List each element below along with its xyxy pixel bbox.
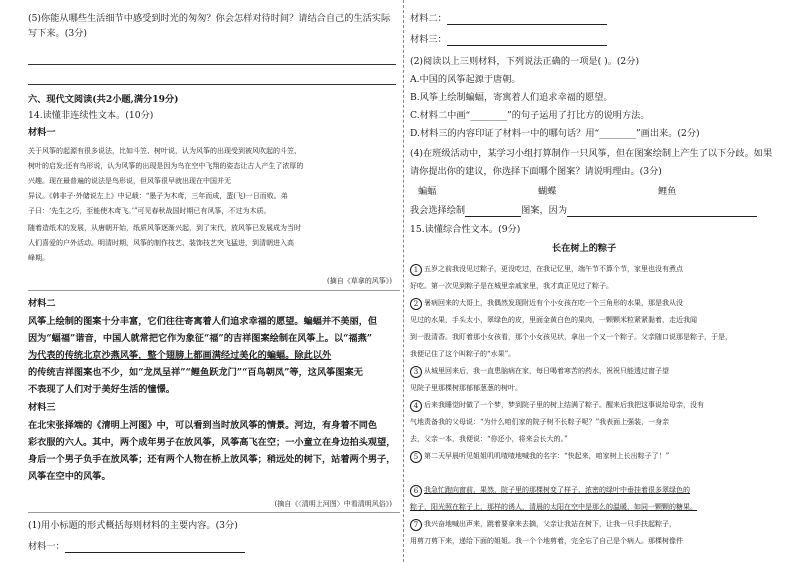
paragraph-number-5: 5	[410, 451, 422, 463]
answer-3-label-text: 材料三：	[410, 34, 447, 45]
paragraph-5-line: 第二天早晨听见姐姐叽叽喳喳地喊我的名字：“快起来，咱家树上长出粽子了！”	[424, 452, 670, 460]
question-5-line-2: 写下来。(3分)	[28, 28, 87, 39]
left-column	[28, 0, 400, 562]
question-14: 14.读懂非连续性文本。(10分)	[28, 110, 154, 121]
article-title: 长在树上的粽子	[552, 243, 617, 254]
answer-1-label-text: 材料一：	[28, 541, 65, 552]
paragraph-2-line: 我便记住了这个叫粽子的“水果”。	[410, 350, 516, 358]
material-3-line: 在北宋张择端的《清明上河图》中，可以看到当时放风筝的情景。河边，有身着不同色	[28, 420, 378, 431]
paragraph-3-line: 见院子里那棵树那郁郁葱葱的树叶。	[410, 384, 522, 392]
material-1-line: 子曰：‘先生之巧，至能使木鸢飞。’”可见春秋战国时期已有风筝，不过为木质。	[28, 207, 271, 215]
paragraph-3-line: 从城里回来后，我一直患脑病在家，每日喝着寒苦的药水，祝祝只能透过窗子望	[424, 367, 669, 375]
paragraph-4-line: 后来我睡觉时做了一个梦，梦到院子里的树上结满了粽子。醒来后我把这事说给母亲，没有	[424, 401, 704, 409]
material-1-title: 材料一	[28, 127, 56, 138]
column-divider	[403, 0, 404, 562]
choice-butterfly: 蝴蝶	[538, 186, 557, 197]
choice-line-prefix: 我会选择绘制	[410, 205, 466, 216]
right-column	[410, 0, 780, 562]
choice-answer-line	[410, 205, 757, 217]
material-3-title: 材料三	[28, 402, 56, 413]
answer-2-blank[interactable]	[447, 14, 607, 25]
material-2-line-underlined: 为代表的传统北京沙燕风筝，整个翅膀上都画满经过美化的蝙蝠。除此以外	[28, 350, 332, 361]
paragraph-number-4: 4	[410, 400, 422, 412]
question-4-line-1: (4)在班级活动中，某学习小组打算制作一只风筝，但在图案绘制上产生了以下分歧。如果	[410, 148, 773, 159]
paragraph-4-line: 气地责备我的父母说：“为什么咱们家的院子树不长粽子呢？”我表面上强装，一身亲	[410, 418, 670, 426]
question-2: (2)阅读以上三则材料，下列说法正确的一项是( )。(2分)	[410, 56, 640, 67]
answer-3-label	[410, 34, 607, 46]
paragraph-number-7: 7	[410, 519, 422, 531]
material-1-line: 兴趣。现在最普遍的说法是鸟形说，但风筝很早就出现在中国并无	[28, 177, 231, 185]
section-six-title: 六、现代文阅读(共2小题,满分19分)	[28, 94, 179, 105]
material-3-source: (摘自《〈清明上河图〉中看清明风俗》)	[274, 500, 392, 508]
question-15: 15.读懂综合性文本。(9分)	[410, 224, 521, 235]
question-5-line-1: (5)你能从哪些生活细节中感受到时光的匆匆？你会怎样对待时间？请结合自己的生活实际	[28, 13, 391, 24]
paragraph-7-line: 用剪刀剪下来，递给下面的姐姐。我一个个地剪着，完全忘了自己是个病人。那棵树像件	[410, 537, 683, 545]
answer-1-blank[interactable]	[65, 542, 245, 553]
material-2-line: 风筝上绘制的图案十分丰富，它们往往寄寓着人们追求幸福的愿望。蝙蝠并不美丽，但	[28, 316, 378, 327]
separator	[28, 290, 400, 291]
option-b: B.风筝上绘制蝙蝠，寄寓着人们追求幸福的愿望。	[410, 92, 613, 103]
material-2-title: 材料二	[28, 298, 56, 309]
paragraph-7-line: 我兴奋地喊出声来，跳着要拿来去摘，父亲让我站在树下，让我一只手扶起粽子，	[424, 520, 676, 528]
material-3-line: 风筝在空中的风筝。	[28, 471, 111, 482]
reason-blank[interactable]	[567, 206, 757, 217]
paragraph-number-6: 6	[410, 485, 422, 497]
answer-3-blank[interactable]	[447, 35, 607, 46]
material-1-line: 峰期。	[28, 254, 49, 262]
answer-2-label-text: 材料二：	[410, 13, 447, 24]
option-c: C.材料二中画“________”的句子运用了打比方的说明方法。	[410, 110, 650, 121]
paragraph-1-line: 好吃。第一次见到粽子是在城里亲戚家里，我才真正见过了粽子。	[410, 282, 613, 290]
answer-line[interactable]	[28, 64, 396, 65]
choice-carp: 鲤鱼	[658, 186, 677, 197]
material-3-line: 彩衣服的六人。其中，两个成年男子在放风筝，风筝高飞在空；一小童立在身边拍头观望，	[28, 437, 396, 448]
paragraph-number-3: 3	[410, 366, 422, 378]
material-1-source: (摘自《草拿的风筝》)	[327, 277, 392, 285]
question-1: (1)用小标题的形式概括每则材料的主要内容。(3分)	[28, 520, 238, 531]
choice-bat: 蝙蝠	[418, 186, 437, 197]
paragraph-2-line: 暑病回来的大哥上，我偶然发现附近有个小女孩在吃一个三角形的水果，那是我从没	[424, 299, 683, 307]
paragraph-1-line: 五岁之前我没见过粽子，更没吃过，在我记忆里，端午节不算个节，家里也没有煮点	[424, 265, 683, 273]
paragraph-6-line-underlined: 我急忙跑向窗前，果然，院子里的那棵树变了样子，浓密的绿叶中垂挂着很多翠绿色的	[424, 486, 690, 494]
material-1-line: 异议。《韩非子·外储说左上》中记载：“墨子为木鸢，三年而成，蜚(飞)一日而败。弟	[28, 192, 288, 200]
material-1-line: 树叶的启发;还有鸟形说，认为风筝的出现是因为鸟在空中飞翔的姿态让古人产生了浓厚的	[28, 162, 304, 170]
material-1-line: 关于风筝的起源有很多说法，比如斗笠、树叶说，认为风筝的出现受到被风吹起的斗笠、	[28, 147, 301, 155]
option-d: D.材料三的内容印证了材料一中的哪句话？用“________”画出来。(2分)	[410, 128, 700, 139]
answer-2-label	[410, 13, 607, 25]
paragraph-number-1: 1	[410, 264, 422, 276]
answer-1-label	[28, 541, 245, 553]
separator	[28, 512, 400, 513]
choice-line-middle: 图案，因为	[521, 205, 568, 216]
paragraph-2-line: 见过的水果，手头太小，翠绿色的皮，里面金黄白色的果肉，一颗颗米粒紧紧黏着，走近我闻	[410, 316, 697, 324]
paragraph-6-line-underlined: 粽子，阳光照在粽子上，那样的诱人，清晨的太阳在空中是那么的温暖，如同一颗颗的糖果。	[410, 503, 697, 511]
paragraph-2-line: 到一股清香。我盯着那小女孩看，那个小女孩见状，拿出一个又一个粽子。父亲随口说那是粽子，于是，	[410, 333, 732, 341]
material-2-line: 因为“蝠福”谐音，中国人就常把它作为象征“福”的吉祥图案绘制在风筝上。以“福燕”	[28, 333, 373, 344]
option-a: A.中国的风筝起源于唐朝。	[410, 74, 521, 85]
material-1-line: 随着造纸术的发展，从唐朝开始，纸质风筝逐渐兴起，到了宋代，放风筝已发展成为当时	[28, 224, 301, 232]
pattern-blank[interactable]	[465, 206, 521, 217]
answer-line[interactable]	[28, 84, 396, 85]
paragraph-4-line: 去，父亲一本，我便说：“你还小，将来会长大的。”	[410, 435, 568, 443]
question-4-line-2: 请你提出你的建议，你选择下面哪个图案？请说明理由。(3分)	[410, 166, 662, 177]
paragraph-number-2: 2	[410, 298, 422, 310]
material-2-line: 不表现了人们对于美好生活的憧憬。	[28, 384, 175, 395]
material-3-line: 身后一个男子负手在放风筝；还有两个人物在桥上放风筝；稍远处的树下，站着两个男子，	[28, 454, 396, 465]
material-1-line: 人们喜爱的户外活动。明清时期，风筝的制作技艺、装饰技艺突飞猛进，到清朝进入高	[28, 239, 294, 247]
material-2-line: 的传统吉祥图案也不少，如“龙凤呈祥”“鲤鱼跃龙门”“百鸟朝凤”等，这风筝图案无	[28, 367, 363, 378]
